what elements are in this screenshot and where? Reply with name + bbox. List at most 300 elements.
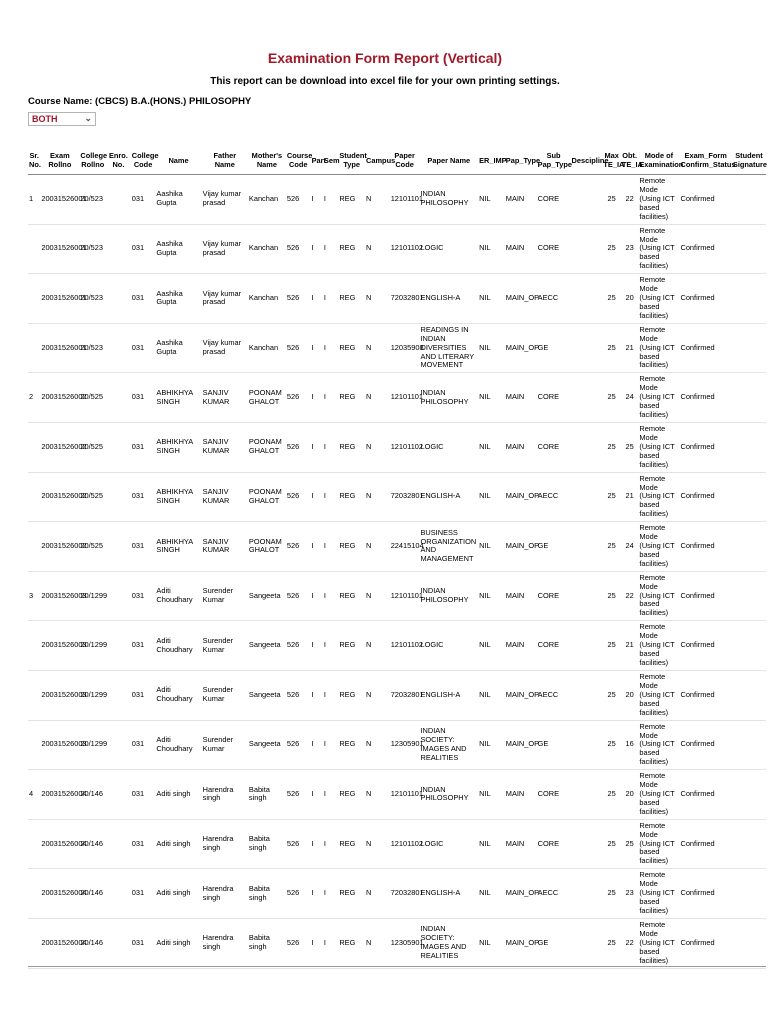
cell-college-rollno: 20/525 [79,373,106,423]
column-header: Father Name [202,148,248,175]
cell-enro [106,274,131,324]
cell-student-type: REG [338,422,365,472]
cell-descipline [571,770,603,820]
cell-college-rollno: 20/1299 [79,670,106,720]
cell-er-imp: NIL [478,869,505,919]
cell-status: Confirmed [679,472,731,522]
cell-part: I [311,869,323,919]
cell-mother: Kanchan [248,224,286,274]
table-bottom-border [28,966,766,967]
cell-sr: 3 [28,571,40,621]
cell-sr [28,274,40,324]
cell-sem: I [323,670,338,720]
cell-student-type: REG [338,621,365,671]
cell-pap-type: MAIN [505,373,537,423]
cell-sem: I [323,869,338,919]
cell-part: I [311,373,323,423]
cell-enro [106,869,131,919]
cell-name: Aashika Gupta [155,224,201,274]
cell-enro [106,918,131,968]
cell-part: I [311,224,323,274]
cell-obt: 23 [621,224,638,274]
cell-pap-type: MAIN [505,819,537,869]
cell-campus: N [365,571,390,621]
cell-mother: Kanchan [248,274,286,324]
cell-status: Confirmed [679,918,731,968]
cell-college-code: 031 [131,770,156,820]
cell-name: Aditi singh [155,770,201,820]
cell-mother: POONAM GHALOT [248,472,286,522]
table-row [28,472,766,522]
cell-sem: I [323,918,338,968]
cell-paper-name: LOGIC [419,224,478,274]
cell-sub-pap-type: AECC [537,869,571,919]
cell-campus: N [365,323,390,373]
cell-mother: Babita singh [248,918,286,968]
cell-father: Harendra singh [202,819,248,869]
cell-course-code: 526 [286,175,311,225]
cell-descipline [571,472,603,522]
cell-signature [732,472,766,522]
cell-course-code: 526 [286,770,311,820]
cell-mode: Remote Mode (Using ICT based facilities) [638,621,679,671]
cell-paper-code: 12305901 [390,720,420,770]
cell-course-code: 526 [286,621,311,671]
cell-obt: 22 [621,175,638,225]
cell-pap-type: MAIN_OP [505,720,537,770]
cell-er-imp: NIL [478,571,505,621]
cell-mother: POONAM GHALOT [248,422,286,472]
cell-sub-pap-type: CORE [537,373,571,423]
cell-college-code: 031 [131,373,156,423]
cell-sub-pap-type: GE [537,522,571,572]
cell-sub-pap-type: AECC [537,274,571,324]
cell-student-type: REG [338,869,365,919]
cell-status: Confirmed [679,819,731,869]
cell-father: SANJIV KUMAR [202,522,248,572]
cell-enro [106,522,131,572]
cell-college-rollno: 20/146 [79,918,106,968]
cell-sem: I [323,323,338,373]
cell-status: Confirmed [679,422,731,472]
cell-paper-name: LOGIC [419,621,478,671]
cell-mother: Kanchan [248,175,286,225]
cell-paper-name: READINGS IN INDIAN DIVERSITIES AND LITERARY MOVEMENT [419,323,478,373]
cell-obt: 20 [621,770,638,820]
cell-campus: N [365,770,390,820]
cell-sr: 1 [28,175,40,225]
cell-student-type: REG [338,373,365,423]
cell-sub-pap-type: GE [537,720,571,770]
cell-course-code: 526 [286,373,311,423]
table-row [28,224,766,274]
filter-select[interactable] [28,112,96,126]
cell-er-imp: NIL [478,670,505,720]
filter-select-value: BOTH [32,114,58,124]
cell-sr [28,720,40,770]
cell-mode: Remote Mode (Using ICT based facilities) [638,274,679,324]
cell-part: I [311,274,323,324]
cell-sub-pap-type: AECC [537,472,571,522]
cell-campus: N [365,869,390,919]
cell-campus: N [365,621,390,671]
cell-exam-rollno: 20031526004 [40,869,79,919]
cell-name: ABHIKHYA SINGH [155,522,201,572]
cell-father: Surender Kumar [202,720,248,770]
cell-college-rollno: 20/525 [79,422,106,472]
table-row [28,670,766,720]
cell-signature [732,422,766,472]
cell-paper-code: 12101101 [390,770,420,820]
cell-father: Surender Kumar [202,571,248,621]
cell-name: ABHIKHYA SINGH [155,373,201,423]
cell-part: I [311,918,323,968]
cell-paper-name: ENGLISH-A [419,869,478,919]
cell-sub-pap-type: CORE [537,621,571,671]
cell-part: I [311,522,323,572]
cell-sr [28,670,40,720]
cell-course-code: 526 [286,819,311,869]
cell-paper-code: 12101101 [390,175,420,225]
cell-mode: Remote Mode (Using ICT based facilities) [638,373,679,423]
cell-paper-code: 72032801 [390,670,420,720]
column-header: Paper Code [390,148,420,175]
cell-paper-name: ENGLISH-A [419,472,478,522]
cell-student-type: REG [338,175,365,225]
cell-signature [732,373,766,423]
cell-college-code: 031 [131,720,156,770]
cell-max: 25 [602,720,621,770]
cell-enro [106,224,131,274]
cell-paper-name: INDIAN SOCIETY: IMAGES AND REALITIES [419,720,478,770]
cell-descipline [571,869,603,919]
cell-college-code: 031 [131,621,156,671]
column-header: Course Code [286,148,311,175]
cell-mode: Remote Mode (Using ICT based facilities) [638,323,679,373]
cell-max: 25 [602,175,621,225]
cell-campus: N [365,422,390,472]
cell-sr [28,224,40,274]
cell-father: Vijay kumar prasad [202,224,248,274]
table-row [28,918,766,968]
column-header: College Rollno [79,148,106,175]
table-row [28,522,766,572]
cell-paper-name: ENGLISH-A [419,274,478,324]
cell-exam-rollno: 20031526004 [40,770,79,820]
cell-father: Harendra singh [202,770,248,820]
cell-exam-rollno: 20031526003 [40,621,79,671]
column-header: Student Signature [732,148,766,175]
cell-father: Surender Kumar [202,670,248,720]
cell-exam-rollno: 20031526002 [40,373,79,423]
cell-obt: 20 [621,670,638,720]
cell-college-rollno: 20/525 [79,522,106,572]
cell-name: Aditi singh [155,869,201,919]
cell-mother: Sangeeta [248,670,286,720]
cell-paper-name: BUSINESS ORGANIZATION AND MANAGEMENT [419,522,478,572]
cell-paper-name: INDIAN PHILOSOPHY [419,373,478,423]
cell-max: 25 [602,670,621,720]
cell-college-code: 031 [131,819,156,869]
cell-sr [28,422,40,472]
cell-paper-name: INDIAN PHILOSOPHY [419,175,478,225]
cell-college-rollno: 20/1299 [79,621,106,671]
cell-mode: Remote Mode (Using ICT based facilities) [638,472,679,522]
cell-status: Confirmed [679,373,731,423]
cell-father: SANJIV KUMAR [202,373,248,423]
cell-exam-rollno: 20031526004 [40,819,79,869]
cell-sr [28,819,40,869]
cell-max: 25 [602,869,621,919]
cell-name: Aditi Choudhary [155,621,201,671]
cell-exam-rollno: 20031526002 [40,472,79,522]
cell-part: I [311,621,323,671]
report-note: This report can be download into excel file for your own printing settings. [210,76,560,87]
column-header: Part [311,148,323,175]
cell-part: I [311,720,323,770]
cell-paper-code: 12305901 [390,918,420,968]
cell-status: Confirmed [679,522,731,572]
cell-signature [732,522,766,572]
cell-college-code: 031 [131,472,156,522]
cell-mode: Remote Mode (Using ICT based facilities) [638,224,679,274]
cell-sem: I [323,373,338,423]
cell-status: Confirmed [679,323,731,373]
column-header: Exam_Form Confirm_Status [679,148,731,175]
cell-max: 25 [602,422,621,472]
cell-campus: N [365,373,390,423]
column-header: Name [155,148,201,175]
cell-college-code: 031 [131,522,156,572]
cell-mode: Remote Mode (Using ICT based facilities) [638,918,679,968]
cell-exam-rollno: 20031526003 [40,720,79,770]
cell-pap-type: MAIN [505,175,537,225]
cell-college-rollno: 20/523 [79,224,106,274]
cell-mode: Remote Mode (Using ICT based facilities) [638,422,679,472]
cell-college-code: 031 [131,422,156,472]
cell-paper-code: 12101102 [390,621,420,671]
cell-pap-type: MAIN [505,770,537,820]
cell-course-code: 526 [286,918,311,968]
cell-name: Aditi singh [155,918,201,968]
cell-status: Confirmed [679,670,731,720]
table-row [28,422,766,472]
column-header: Campus [365,148,390,175]
cell-descipline [571,819,603,869]
cell-student-type: REG [338,770,365,820]
cell-enro [106,323,131,373]
cell-sem: I [323,571,338,621]
cell-mother: Babita singh [248,819,286,869]
cell-signature [732,670,766,720]
cell-pap-type: MAIN_OP [505,522,537,572]
cell-course-code: 526 [286,522,311,572]
cell-pap-type: MAIN_OP [505,918,537,968]
cell-paper-code: 12101101 [390,571,420,621]
cell-status: Confirmed [679,571,731,621]
table-row [28,621,766,671]
cell-signature [732,770,766,820]
cell-sem: I [323,720,338,770]
cell-er-imp: NIL [478,522,505,572]
cell-sub-pap-type: CORE [537,770,571,820]
cell-name: Aashika Gupta [155,175,201,225]
cell-student-type: REG [338,918,365,968]
cell-exam-rollno: 20031526004 [40,918,79,968]
column-header: Student Type [338,148,365,175]
cell-paper-code: 12101101 [390,373,420,423]
cell-father: Vijay kumar prasad [202,323,248,373]
cell-course-code: 526 [286,422,311,472]
cell-status: Confirmed [679,720,731,770]
cell-name: Aditi Choudhary [155,670,201,720]
cell-student-type: REG [338,670,365,720]
cell-father: Surender Kumar [202,621,248,671]
cell-sr [28,918,40,968]
cell-part: I [311,571,323,621]
cell-signature [732,819,766,869]
cell-course-code: 526 [286,323,311,373]
cell-signature [732,224,766,274]
table-row [28,819,766,869]
cell-max: 25 [602,918,621,968]
cell-max: 25 [602,274,621,324]
column-header: Exam Rollno [40,148,79,175]
cell-paper-code: 22415104 [390,522,420,572]
cell-mode: Remote Mode (Using ICT based facilities) [638,720,679,770]
cell-signature [732,621,766,671]
cell-college-rollno: 20/525 [79,472,106,522]
cell-max: 25 [602,819,621,869]
cell-er-imp: NIL [478,918,505,968]
cell-mother: Babita singh [248,869,286,919]
cell-enro [106,373,131,423]
column-header: Sem [323,148,338,175]
cell-er-imp: NIL [478,422,505,472]
cell-signature [732,720,766,770]
cell-college-code: 031 [131,323,156,373]
cell-status: Confirmed [679,224,731,274]
column-header: Mother's Name [248,148,286,175]
cell-exam-rollno: 20031526003 [40,571,79,621]
cell-pap-type: MAIN_OP [505,323,537,373]
cell-college-code: 031 [131,224,156,274]
cell-course-code: 526 [286,224,311,274]
cell-sr [28,869,40,919]
cell-mode: Remote Mode (Using ICT based facilities) [638,522,679,572]
cell-mode: Remote Mode (Using ICT based facilities) [638,175,679,225]
cell-descipline [571,274,603,324]
cell-mode: Remote Mode (Using ICT based facilities) [638,670,679,720]
cell-exam-rollno: 20031526003 [40,670,79,720]
cell-student-type: REG [338,472,365,522]
cell-paper-code: 12101102 [390,422,420,472]
cell-sub-pap-type: CORE [537,175,571,225]
cell-enro [106,770,131,820]
table-row [28,770,766,820]
cell-father: Vijay kumar prasad [202,175,248,225]
cell-pap-type: MAIN [505,621,537,671]
cell-descipline [571,918,603,968]
cell-obt: 21 [621,621,638,671]
cell-sr: 2 [28,373,40,423]
cell-er-imp: NIL [478,819,505,869]
cell-paper-name: INDIAN PHILOSOPHY [419,571,478,621]
cell-max: 25 [602,522,621,572]
cell-obt: 25 [621,422,638,472]
cell-mother: Sangeeta [248,621,286,671]
cell-name: ABHIKHYA SINGH [155,422,201,472]
cell-campus: N [365,819,390,869]
cell-paper-name: ENGLISH-A [419,670,478,720]
cell-signature [732,274,766,324]
cell-college-code: 031 [131,670,156,720]
cell-exam-rollno: 20031526001 [40,323,79,373]
cell-er-imp: NIL [478,373,505,423]
cell-student-type: REG [338,224,365,274]
cell-descipline [571,571,603,621]
cell-course-code: 526 [286,274,311,324]
cell-name: Aashika Gupta [155,323,201,373]
cell-sub-pap-type: GE [537,918,571,968]
cell-paper-code: 72032801 [390,274,420,324]
cell-sub-pap-type: CORE [537,224,571,274]
cell-paper-code: 12101102 [390,819,420,869]
cell-obt: 25 [621,819,638,869]
cell-max: 25 [602,323,621,373]
cell-campus: N [365,472,390,522]
cell-pap-type: MAIN [505,422,537,472]
cell-campus: N [365,918,390,968]
cell-er-imp: NIL [478,274,505,324]
cell-part: I [311,670,323,720]
cell-name: Aashika Gupta [155,274,201,324]
exam-form-table [28,148,766,969]
column-header: ER_IMP [478,148,505,175]
cell-part: I [311,770,323,820]
cell-enro [106,472,131,522]
cell-campus: N [365,274,390,324]
cell-obt: 23 [621,869,638,919]
cell-college-rollno: 20/523 [79,175,106,225]
cell-er-imp: NIL [478,472,505,522]
cell-mother: POONAM GHALOT [248,522,286,572]
cell-name: ABHIKHYA SINGH [155,472,201,522]
cell-enro [106,422,131,472]
cell-descipline [571,670,603,720]
cell-pap-type: MAIN_OP [505,274,537,324]
cell-obt: 24 [621,373,638,423]
cell-name: Aditi Choudhary [155,571,201,621]
cell-paper-code: 72032801 [390,869,420,919]
column-header: Descipline [571,148,603,175]
cell-college-code: 031 [131,175,156,225]
cell-college-code: 031 [131,274,156,324]
cell-course-code: 526 [286,670,311,720]
cell-pap-type: MAIN_OP [505,670,537,720]
cell-pap-type: MAIN [505,571,537,621]
report-title: Examination Form Report (Vertical) [267,50,503,66]
cell-father: SANJIV KUMAR [202,472,248,522]
cell-college-rollno: 20/146 [79,869,106,919]
cell-max: 25 [602,224,621,274]
cell-mother: Babita singh [248,770,286,820]
cell-status: Confirmed [679,175,731,225]
cell-max: 25 [602,770,621,820]
cell-sem: I [323,621,338,671]
cell-descipline [571,175,603,225]
cell-obt: 21 [621,472,638,522]
